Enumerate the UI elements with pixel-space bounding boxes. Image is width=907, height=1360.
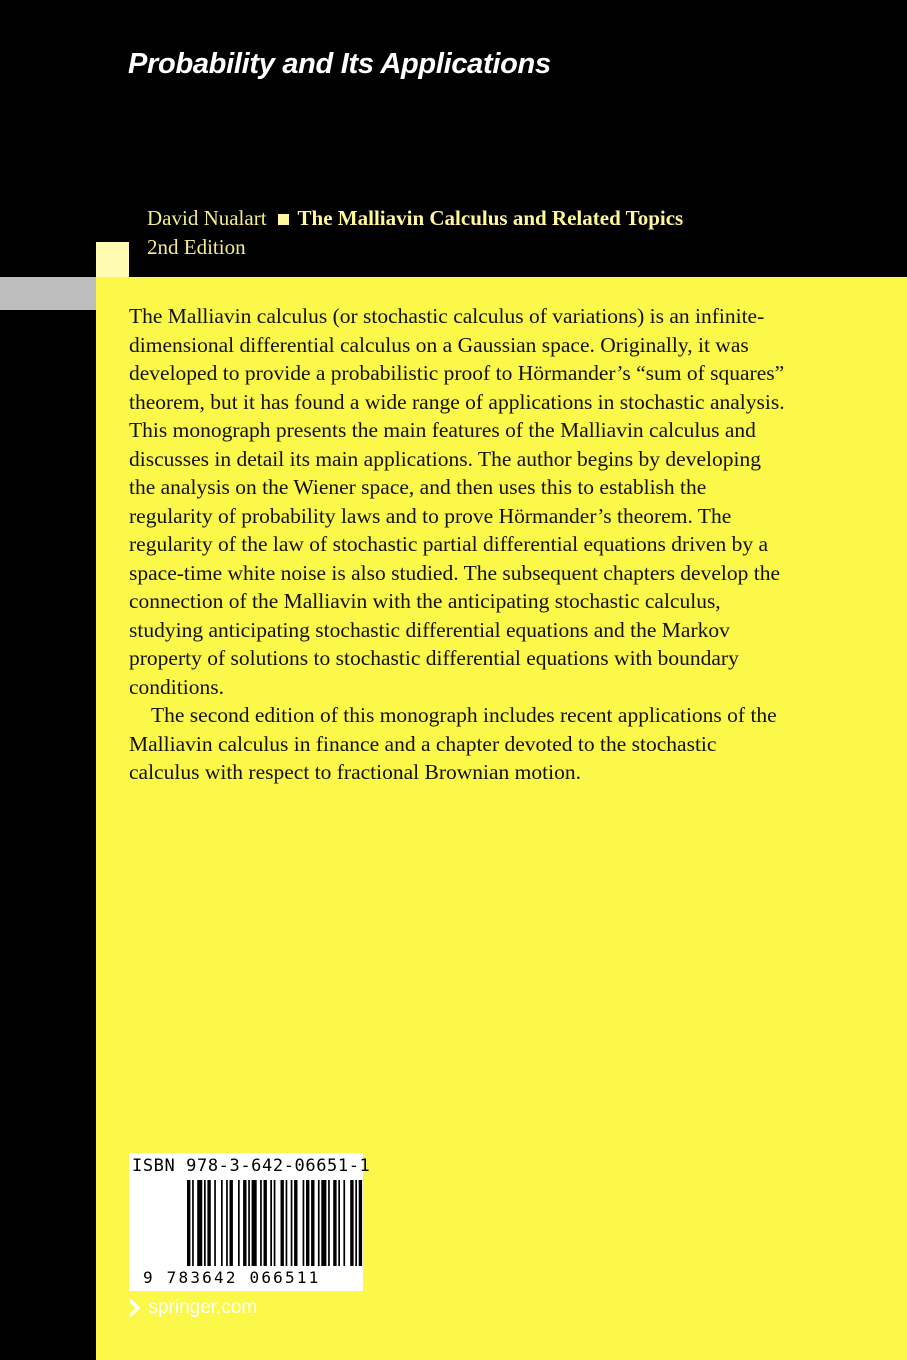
barcode-bar: [207, 1180, 210, 1266]
barcode-bar: [214, 1180, 216, 1266]
book-title: The Malliavin Calculus and Related Topics: [297, 206, 684, 230]
barcode-bar: [303, 1180, 305, 1266]
barcode-bar: [238, 1180, 240, 1266]
barcode-bar: [274, 1180, 276, 1266]
square-bullet-icon: [278, 214, 289, 225]
barcode-bar: [230, 1180, 233, 1266]
description-blurb: [129, 302, 789, 787]
grey-spine-strip: [0, 277, 96, 310]
barcode-bar: [221, 1180, 223, 1266]
barcode-bar: [226, 1180, 228, 1266]
accent-block: [96, 242, 129, 278]
barcode-bar: [294, 1180, 297, 1266]
description-paragraph-2: The second edition of this monograph includes recent applications of the Malliavin calculus in finance and a chapter devoted to the stochastic calculus with respect to fractional Brownian motion.: [129, 703, 777, 784]
barcode-bar: [359, 1180, 362, 1266]
publisher-link-text[interactable]: springer.com: [148, 1297, 258, 1318]
isbn-label: ISBN 978-3-642-06651-1: [132, 1156, 371, 1176]
barcode-bar: [204, 1180, 206, 1266]
barcode-bar: [350, 1180, 353, 1266]
barcode-bar: [343, 1180, 345, 1266]
ean-digits: 9 783642 066511: [143, 1268, 321, 1287]
edition-label: 2nd Edition: [147, 235, 246, 259]
barcode-bar: [252, 1180, 257, 1266]
barcode-bar: [187, 1180, 190, 1266]
author-name: David Nualart: [147, 206, 267, 230]
series-title: Probability and Its Applications: [128, 48, 551, 80]
author-title-line: [147, 206, 683, 231]
barcode-bar: [355, 1180, 357, 1266]
barcode-bar: [333, 1180, 336, 1266]
barcode-bar: [338, 1180, 340, 1266]
barcode-bar: [243, 1180, 246, 1266]
barcode-bar: [260, 1180, 262, 1266]
barcode-bar: [318, 1180, 320, 1266]
barcode-bar: [311, 1180, 314, 1266]
barcode-bar: [286, 1180, 288, 1266]
barcode-bar: [248, 1180, 250, 1266]
publisher-link[interactable]: [128, 1297, 257, 1319]
barcode-bar: [321, 1180, 326, 1266]
barcode-bar: [291, 1180, 293, 1266]
barcode-bar: [270, 1180, 272, 1266]
description-paragraph-1: The Malliavin calculus (or stochastic calculus of variations) is an infinite-dimensional differential calculus on a Gaussian space. Originally, it was developed to provide a probabilistic proof to Hörmander’s “sum of squares” theorem, but it has found a wide range of applications in stochastic analysis. This monograph presents the main features of the Malliavin calculus and discusses in detail its main applications. The author begins by developing the analysis on the Wiener space, and then uses this to establish the regularity of probability laws and to prove Hörmander’s theorem. The regularity of the law of stochastic partial differential equations driven by a space-time white noise is also studied. The subsequent chapters develop the connection of the Malliavin with the anticipating stochastic calculus, studying anticipating stochastic differential equations and the Markov property of solutions to stochastic differential equations with boundary conditions.: [129, 304, 785, 699]
barcode-bar: [328, 1180, 330, 1266]
barcode-bars: [129, 1178, 363, 1270]
barcode-bar: [264, 1180, 267, 1266]
isbn-barcode: [129, 1153, 371, 1291]
chevron-right-icon: [128, 1299, 140, 1317]
barcode-bar: [306, 1180, 309, 1266]
barcode-bar: [192, 1180, 194, 1266]
barcode-bar: [197, 1180, 202, 1266]
barcode-bar: [281, 1180, 284, 1266]
